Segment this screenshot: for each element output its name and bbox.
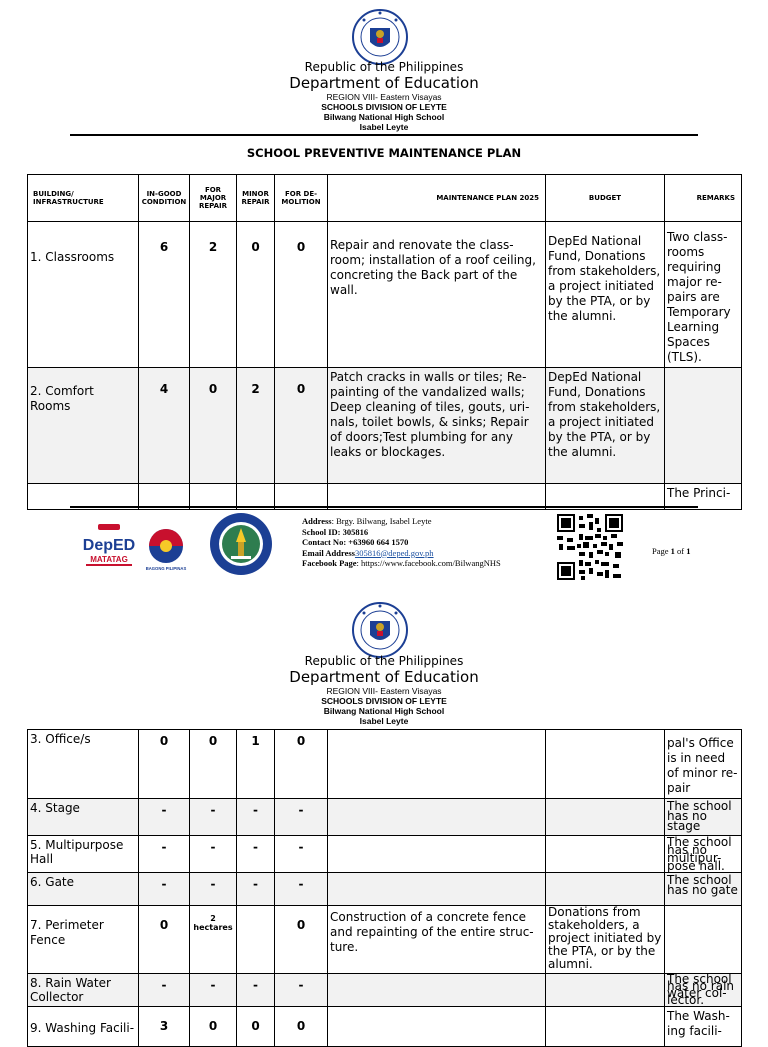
division-line: SCHOOLS DIVISION OF LEYTE [321, 102, 447, 112]
logo-bagong-text: BAGONG PILIPINAS [145, 566, 187, 571]
col-major: FOR MAJOR REPAIR [190, 175, 237, 222]
demolition-cell: - [275, 873, 328, 906]
budget-cell [546, 974, 665, 1007]
document-title: SCHOOL PREVENTIVE MAINTENANCE PLAN [246, 146, 522, 160]
page-number: 1 [670, 546, 675, 556]
budget-cell [546, 730, 665, 799]
minor-cell: 2 [237, 368, 275, 484]
demolition-cell: 0 [275, 906, 328, 974]
good-cell: - [139, 836, 190, 873]
col-demolition: FOR DE-MOLITION [275, 175, 328, 222]
remarks-cell [665, 368, 742, 484]
minor-cell: - [237, 873, 275, 906]
page-total: 1 [686, 546, 691, 556]
plan-cell: Repair and renovate the class-room; installation of a roof ceiling, concreting the Back part of the wall. [328, 222, 546, 368]
budget-cell [546, 836, 665, 873]
budget-cell [546, 873, 665, 906]
page-of: of [677, 546, 685, 556]
good-cell: - [139, 974, 190, 1007]
good-cell: - [139, 799, 190, 836]
budget-cell: Donations from stakeholders, a project initiated by the PTA, or by the alumni. [546, 906, 665, 974]
major-cell: - [190, 799, 237, 836]
letterhead [0, 654, 768, 726]
major-cell: 0 [190, 730, 237, 799]
minor-cell: 0 [237, 1007, 275, 1047]
minor-cell: 0 [237, 222, 275, 368]
school-line: Bilwang National High School [323, 706, 445, 716]
department-line: Department of Education [289, 668, 479, 686]
building-cell: 1. Classrooms [28, 222, 139, 368]
major-cell: - [190, 873, 237, 906]
maintenance-table-page2 [27, 729, 742, 1047]
budget-cell: DepEd National Fund, Donations from stakeholders, a project initiated by the PTA, or by the alumni. [546, 368, 665, 484]
bagong-pilipinas-logo-icon [145, 528, 187, 572]
building-cell: 6. Gate [28, 873, 139, 906]
remarks-cell: The school has no rain water col-lector. [665, 974, 742, 1007]
building-cell: 3. Office/s [28, 730, 139, 799]
major-cell: 2 [190, 222, 237, 368]
col-plan: MAINTENANCE PLAN 2025 [328, 175, 546, 222]
remarks-cell: The school has no multipur-pose hall. [665, 836, 742, 873]
table-row [28, 368, 742, 484]
contact-block [302, 516, 501, 569]
major-cell: - [190, 974, 237, 1007]
table-row [28, 222, 742, 368]
building-cell: 7. Perimeter Fence [28, 906, 139, 974]
remarks-cell: The school has no stage [665, 799, 742, 836]
region-line: REGION VIII- Eastern Visayas [326, 686, 442, 696]
demolition-cell: - [275, 799, 328, 836]
school-line: Bilwang National High School [323, 112, 445, 122]
good-cell: 3 [139, 1007, 190, 1047]
logo-deped-text: DepED [82, 537, 136, 554]
school-id: School ID: 305816 [302, 526, 369, 537]
plan-cell [328, 799, 546, 836]
page-word: Page [652, 546, 669, 556]
budget-cell [546, 799, 665, 836]
budget-cell: DepEd National Fund, Donations from stakeholders, a project initiated by the PTA, or by the alumni. [546, 222, 665, 368]
building-cell: 2. Comfort Rooms [28, 368, 139, 484]
table-row [28, 906, 742, 974]
demolition-cell: 0 [275, 1007, 328, 1047]
maintenance-table-page1 [27, 174, 742, 510]
deped-seal-icon [351, 601, 409, 659]
division-line: SCHOOLS DIVISION OF LEYTE [321, 696, 447, 706]
minor-cell: - [237, 974, 275, 1007]
demolition-cell: - [275, 836, 328, 873]
col-good: IN-GOOD CONDITION [139, 175, 190, 222]
page-footer [0, 506, 768, 584]
plan-cell [328, 873, 546, 906]
table-header-row [28, 175, 742, 222]
demolition-cell: 0 [275, 730, 328, 799]
plan-cell [328, 836, 546, 873]
deped-seal-icon [351, 8, 409, 66]
address-label: Address [302, 516, 332, 526]
minor-cell: - [237, 799, 275, 836]
facebook-value: : https://www.facebook.com/BilwangNHS [356, 558, 501, 568]
minor-cell: - [237, 836, 275, 873]
plan-cell: Construction of a concrete fence and repainting of the entire struc-ture. [328, 906, 546, 974]
deped-matatag-logo-icon [84, 524, 134, 568]
facebook-label: Facebook Page [302, 558, 357, 568]
region-line: REGION VIII- Eastern Visayas [326, 92, 442, 102]
letterhead [0, 60, 768, 132]
header-divider [70, 134, 698, 136]
remarks-cell: pal's Office is in need of minor re-pair [665, 730, 742, 799]
plan-cell [328, 730, 546, 799]
republic-line: Republic of the Philippines [304, 654, 464, 668]
plan-cell: Patch cracks in walls or tiles; Re-painting of the vandalized walls; Deep cleaning of tiles, gouts, uri-nals, toilet bowls, & sinks; Repair of doors;Test plumbing for any leaks or blockages. [328, 368, 546, 484]
table-row [28, 799, 742, 836]
municipality-line: Isabel Leyte [359, 122, 409, 132]
republic-line: Republic of the Philippines [304, 60, 464, 74]
building-cell: 9. Washing Facili- [28, 1007, 139, 1047]
building-cell: 4. Stage [28, 799, 139, 836]
demolition-cell: 0 [275, 222, 328, 368]
school-seal-icon [209, 512, 273, 576]
table-row [28, 974, 742, 1007]
building-cell: 8. Rain Water Collector [28, 974, 139, 1007]
plan-cell [328, 1007, 546, 1047]
plan-cell [328, 974, 546, 1007]
budget-cell [546, 1007, 665, 1047]
table-row [28, 836, 742, 873]
contact-number: Contact No: +63960 664 1570 [302, 537, 409, 547]
building-cell: 5. Multipurpose Hall [28, 836, 139, 873]
address-value: : Brgy. Bilwang, Isabel Leyte [331, 516, 432, 526]
good-cell: 4 [139, 368, 190, 484]
remarks-cell: The Princi- [665, 484, 742, 510]
good-cell: 6 [139, 222, 190, 368]
good-cell: 0 [139, 906, 190, 974]
demolition-cell: 0 [275, 368, 328, 484]
col-minor: MINOR REPAIR [237, 175, 275, 222]
major-cell: - [190, 836, 237, 873]
major-cell: 2 hectares [190, 906, 237, 974]
municipality-line: Isabel Leyte [359, 716, 409, 726]
remarks-cell: The Wash-ing facili- [665, 1007, 742, 1047]
col-remarks: REMARKS [665, 175, 742, 222]
remarks-cell [665, 906, 742, 974]
department-line: Department of Education [289, 74, 479, 92]
good-cell: 0 [139, 730, 190, 799]
minor-cell: 1 [237, 730, 275, 799]
col-budget: BUDGET [546, 175, 665, 222]
demolition-cell: - [275, 974, 328, 1007]
remarks-cell: The school has no gate [665, 873, 742, 906]
page-indicator [652, 546, 691, 556]
email-link[interactable]: 305816@deped.gov.ph [354, 547, 434, 558]
table-row [28, 873, 742, 906]
major-cell: 0 [190, 368, 237, 484]
remarks-cell: Two class-rooms requiring major re-pairs are Temporary Learning Spaces (TLS). [665, 222, 742, 368]
logo-matatag-text: MATATAG [90, 555, 128, 564]
qr-code-icon [557, 514, 623, 580]
good-cell: - [139, 873, 190, 906]
major-cell: 0 [190, 1007, 237, 1047]
table-row [28, 1007, 742, 1047]
col-building: BUILDING/ INFRASTRUCTURE [28, 175, 139, 222]
minor-cell [237, 906, 275, 974]
table-row [28, 730, 742, 799]
email-label: Email Address [302, 547, 355, 558]
